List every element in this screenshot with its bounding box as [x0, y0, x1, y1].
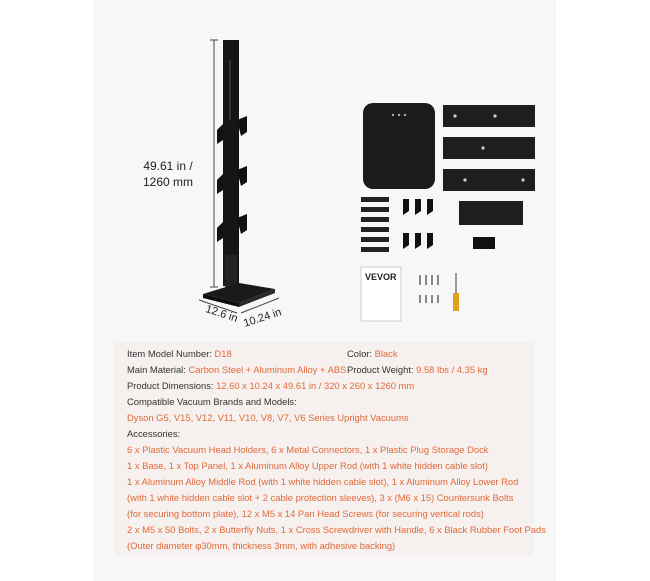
- parts-illustration: [355, 95, 555, 335]
- manual-brand-label: VEVOR: [365, 272, 397, 282]
- accessory-line: 6 x Plastic Vacuum Head Holders, 6 x Metal Connectors, 1 x Plastic Plug Storage Dock: [127, 444, 489, 455]
- accessory-line: 2 x M5 x 50 Bolts, 2 x Butterfly Nuts, 1 x Cross Screwdriver with Handle, 6 x Black Rubber Foot Pads: [127, 524, 546, 535]
- compat-value: Dyson G5, V15, V12, V11, V10, V8, V7, V6 Series Upright Vacuums: [127, 412, 409, 423]
- product-image-area: [93, 0, 556, 335]
- width-dimension-label: 10.24 in: [242, 306, 284, 330]
- material-row: Main Material: Carbon Steel + Aluminum Alloy + ABS: [127, 364, 347, 375]
- height-in-text: 49.61 in /: [143, 159, 193, 173]
- accessory-line: (with 1 white hidden cable slot + 2 cable protection sleeves), 3 x (M6 x 15) Countersunk Bolts: [127, 492, 514, 503]
- height-mm-text: 1260 mm: [142, 175, 194, 189]
- dimensions-row: Product Dimensions: 12.60 x 10.24 x 49.61 in / 320 x 260 x 1260 mm: [127, 380, 415, 391]
- color-row: Color: Black: [347, 348, 398, 359]
- model-row: Item Model Number: D18: [127, 348, 232, 359]
- accessories-label: Accessories:: [127, 428, 181, 439]
- accessory-line: 1 x Aluminum Alloy Middle Rod (with 1 white hidden cable slot), 1 x Aluminum Alloy Lower Rod: [127, 476, 519, 487]
- accessory-line: (Outer diameter φ30mm, thickness 3mm, with adhesive backing): [127, 540, 396, 551]
- compat-label: Compatible Vacuum Brands and Models:: [127, 396, 297, 407]
- depth-dimension-label: 12.6 in: [203, 303, 240, 325]
- specification-panel: [115, 342, 546, 556]
- accessory-line: (for securing bottom plate), 12 x M5 x 14 Pan Head Screws (for securing vertical rods): [127, 508, 484, 519]
- weight-row: Product Weight: 9.58 lbs / 4.35 kg: [347, 364, 488, 375]
- product-sheet: [93, 0, 556, 581]
- accessory-line: 1 x Base, 1 x Top Panel, 1 x Aluminum Alloy Upper Rod (with 1 white hidden cable slot): [127, 460, 488, 471]
